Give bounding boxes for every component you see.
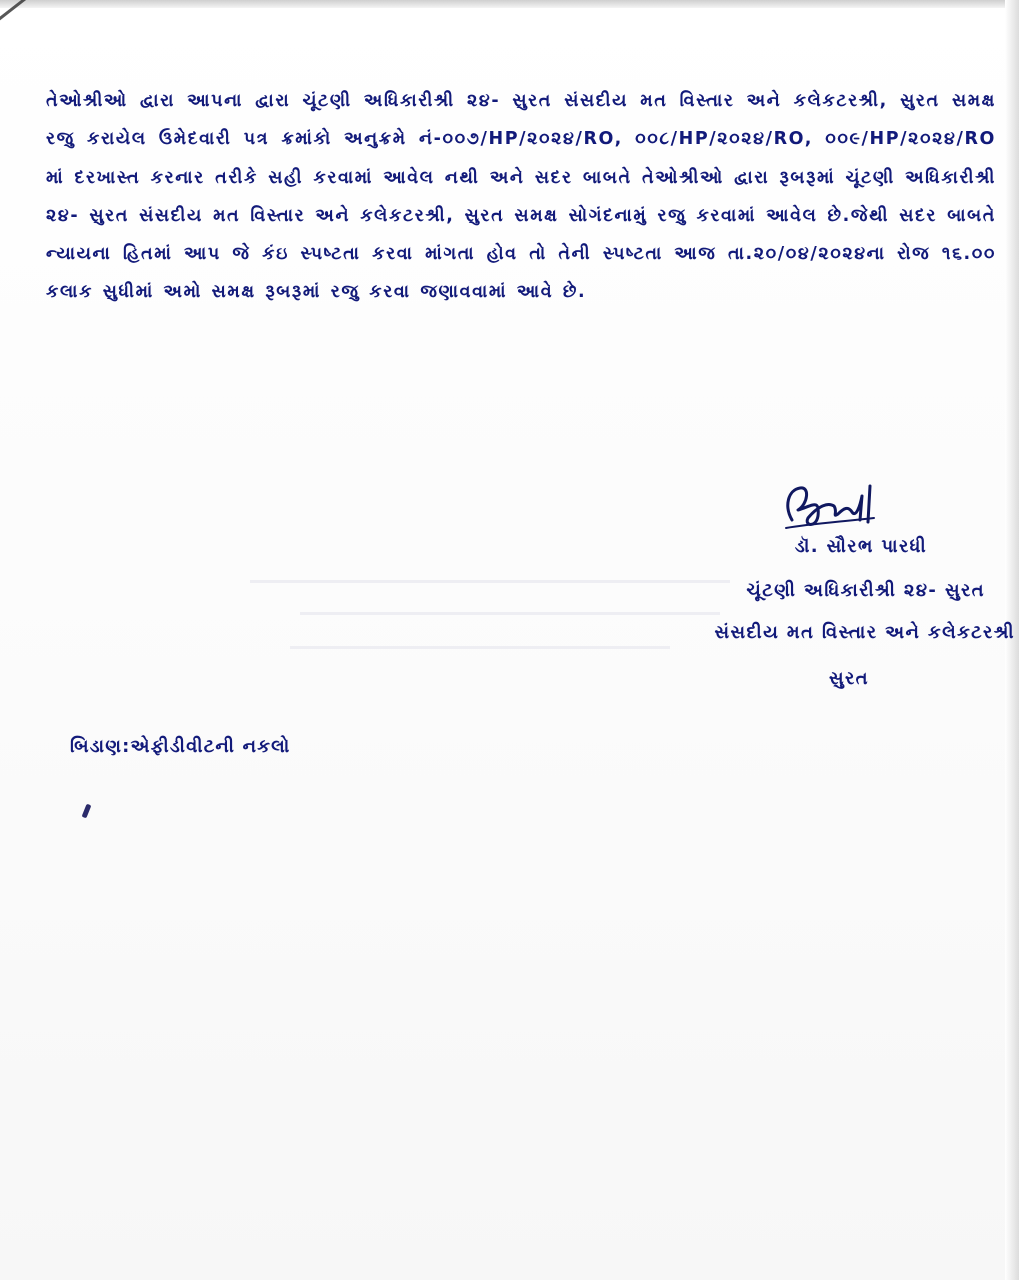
page-top-edge <box>0 0 1019 8</box>
signatory-name: ડૉ. સૌરભ પારધી <box>794 536 927 557</box>
signatory-city: સુરત <box>828 668 869 689</box>
handwritten-signature <box>778 476 888 534</box>
signatory-designation: ચૂંટણી અધિકારીશ્રી ૨૪- સુરત <box>746 580 985 601</box>
signatory-designation-continued: સંસદીય મત વિસ્તાર અને કલેકટરશ્રી <box>714 622 1015 643</box>
attachment-note: બિડાણ:એફીડીવીટની નકલો <box>70 736 291 757</box>
signatory-block <box>619 536 1019 706</box>
pen-mark <box>82 804 92 819</box>
show-through-mark <box>290 646 670 649</box>
letter-body-paragraph: તેઓશ્રીઓ દ્વારા આપના દ્વારા ચૂંટણી અધિકારીશ્રી ૨૪- સુરત સંસદીય મત વિસ્તાર અને કલેકટરશ્રી, સુરત સમક્ષ રજુ કરાયેલ ઉમેદવારી પત્ર ક્રમાંકો અનુક્રમે નં-૦૦૭/HP/૨૦૨૪/RO, ૦૦૮/HP/૨૦૨૪/RO, ૦૦૯/HP/૨૦૨૪/RO માં દરખાસ્ત કરનાર તરીકે સહી કરવામાં આવેલ નથી અને સદર બાબતે તેઓશ્રીઓ દ્વારા રૂબરૂમાં ચૂંટણી અધિકારીશ્રી ૨૪- સુરત સંસદીય મત વિસ્તાર અને કલેકટરશ્રી, સુરત સમક્ષ સોગંદનામું રજુ કરવામાં આવેલ છે.જેથી સદર બાબતે ન્યાયના હિતમાં આપ જે કંઇ સ્પષ્ટતા કરવા માંગતા હોવ તો તેની સ્પષ્ટતા આજ તા.૨૦/૦૪/૨૦૨૪ના રોજ ૧૬.૦૦ કલાક સુધીમાં અમો સમક્ષ રૂબરૂમાં રજુ કરવા જણાવવામાં આવે છે. <box>46 91 996 303</box>
